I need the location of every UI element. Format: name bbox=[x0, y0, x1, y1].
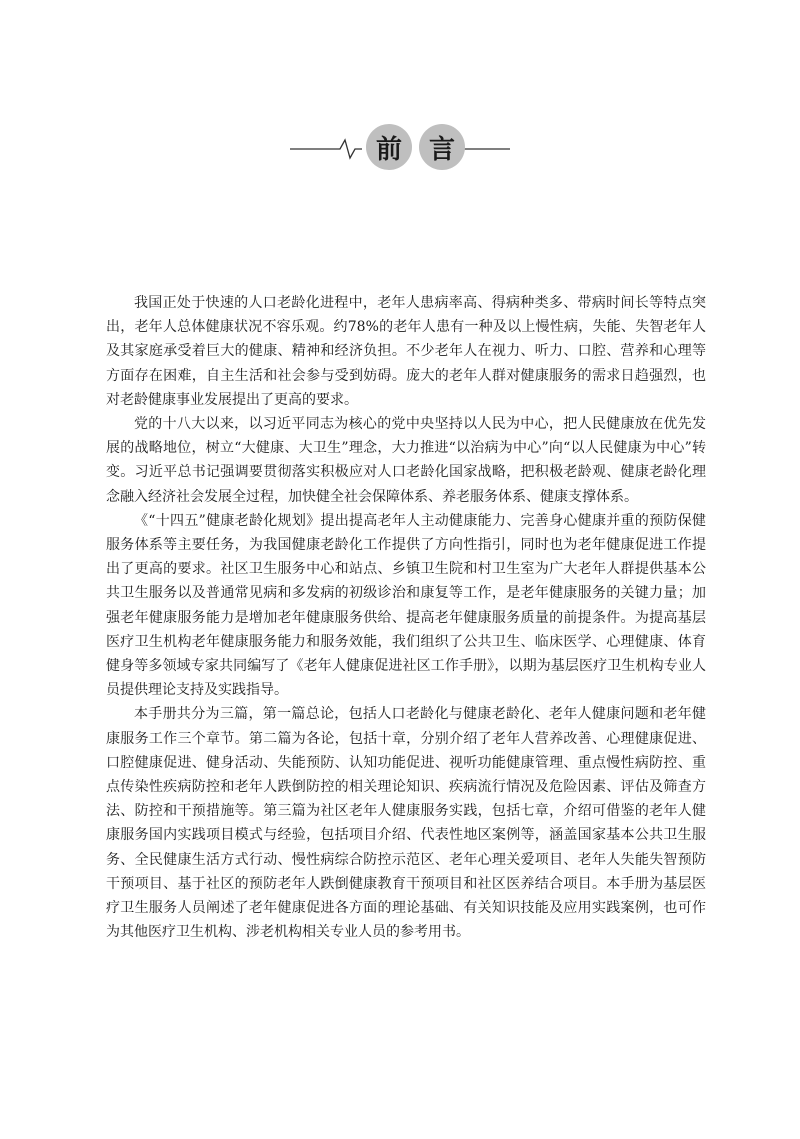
paragraph-4: 本手册共分为三篇，第一篇总论，包括人口老龄化与健康老龄化、老年人健康问题和老年健康服务工作三个章节。第二篇为各论，包括十章，分别介绍了老年人营养改善、心理健康促进、口腔健康促进、健身活动、失能预防、认知功能促进、视听功能健康管理、重点慢性病防控、重点传染性疾病防控和老年人跌倒防控的相关理论知识、疾病流行情况及危险因素、评估及筛查方法、防控和干预措施等。第三篇为社区老年人健康服务实践，包括七章，介绍可借鉴的老年人健康服务国内实践项目模式与经验，包括项目介绍、代表性地区案例等，涵盖国家基本公共卫生服务、全民健康生活方式行动、慢性病综合防控示范区、老年心理关爱项目、老年人失能失智预防干预项目、基于社区的预防老年人跌倒健康教育干预项目和社区医养结合项目。本手册为基层医疗卫生服务人员阐述了老年健康促进各方面的理论基础、有关知识技能及应用实践案例，也可作为其他医疗卫生机构、涉老机构相关专业人员的参考用书。 bbox=[106, 706, 706, 941]
paragraph-2: 党的十八大以来，以习近平同志为核心的党中央坚持以人民为中心，把人民健康放在优先发展的战略地位，树立“大健康、大卫生”理念，大力推进“以治病为中心”向“以人民健康为中心”转变。习近平总书记强调要贯彻落实积极应对人口老龄化国家战略，把积极老龄观、健康老龄化理念融入经济社会发展全过程，加快健全社会保障体系、养老服务体系、健康支撑体系。 bbox=[106, 416, 706, 505]
body-text bbox=[106, 291, 706, 944]
page-heading bbox=[0, 114, 800, 180]
paragraph-1: 我国正处于快速的人口老龄化进程中，老年人患病率高、得病种类多、带病时间长等特点突出，老年人总体健康状况不容乐观。约78%的老年人患有一种及以上慢性病，失能、失智老年人及其家庭承受着巨大的健康、精神和经济负担。不少老年人在视力、听力、口腔、营养和心理等方面存在困难，自主生活和社会参与受到妨碍。庞大的老年人群对健康服务的需求日趋强烈，也对老龄健康事业发展提出了更高的要求。 bbox=[106, 295, 706, 408]
heading-char-1: 前 bbox=[366, 124, 412, 170]
heading-char-2: 言 bbox=[419, 124, 465, 170]
paragraph-3: 《“十四五”健康老龄化规划》提出提高老年人主动健康能力、完善身心健康并重的预防保健服务体系等主要任务，为我国健康老龄化工作提供了方向性指引，同时也为老年健康促进工作提出了更高的要求。社区卫生服务中心和站点、乡镇卫生院和村卫生室为广大老年人群提供基本公共卫生服务以及普通常见病和多发病的初级诊治和康复等工作，是老年健康服务的关键力量；加强老年健康服务能力是增加老年健康服务供给、提高老年健康服务质量的前提条件。为提高基层医疗卫生机构老年健康服务能力和服务效能，我们组织了公共卫生、临床医学、心理健康、体育健身等多领域专家共同编写了《老年人健康促进社区工作手册》，以期为基层医疗卫生机构专业人员提供理论支持及实践指导。 bbox=[106, 512, 706, 699]
